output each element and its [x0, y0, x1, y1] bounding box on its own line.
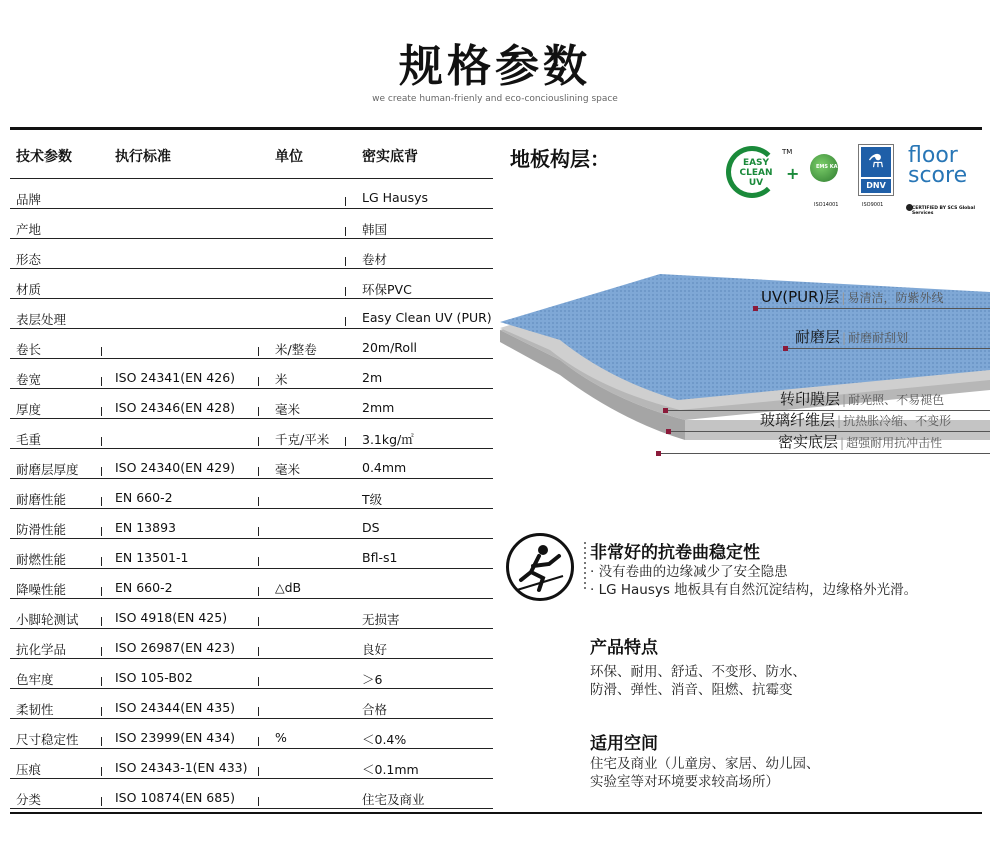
layer-desc: 易清洁，防紫外线 — [847, 291, 944, 305]
column-tick — [345, 287, 346, 296]
layer-label — [795, 326, 908, 347]
cell-param: 材质 — [16, 282, 42, 297]
cell-value: 2m — [362, 370, 383, 385]
dnv-logo — [858, 144, 894, 196]
column-tick — [258, 377, 259, 386]
layer-separator: | — [841, 291, 846, 305]
cell-standard: ISO 24340(EN 429) — [115, 460, 236, 475]
table-row — [10, 269, 493, 299]
column-tick — [258, 737, 259, 746]
table-row — [10, 779, 493, 809]
layer-separator: | — [842, 331, 847, 345]
column-tick — [101, 707, 102, 716]
cell-value: ＜0.1mm — [362, 762, 419, 777]
layer-label — [778, 431, 942, 452]
cell-value: 韩国 — [362, 222, 388, 237]
layer-leader-line — [785, 348, 990, 349]
cell-value: ＞6 — [362, 672, 383, 687]
table-row — [10, 539, 493, 569]
cell-value: 合格 — [362, 702, 388, 717]
dotted-divider — [584, 542, 586, 592]
cell-value: 2mm — [362, 400, 395, 415]
cell-unit: 米/整卷 — [275, 342, 317, 357]
table-row — [10, 209, 493, 239]
cell-param: 小脚轮测试 — [16, 612, 79, 627]
header-param: 技术参数 — [16, 149, 72, 165]
cell-value: 卷材 — [362, 252, 388, 267]
layers-title: 地板构层： — [510, 147, 610, 171]
cell-value: 3.1kg/㎡ — [362, 432, 414, 447]
table-row — [10, 659, 493, 689]
layer-label — [760, 409, 951, 430]
layer-name: 密实底层 — [778, 433, 839, 451]
layer-label — [761, 286, 943, 307]
column-tick — [101, 587, 102, 596]
layer-name: 转印膜层 — [780, 390, 841, 408]
cell-standard: ISO 24344(EN 435) — [115, 700, 236, 715]
layer-marker — [656, 451, 661, 456]
cell-unit: 米 — [275, 372, 288, 387]
layer-desc: 耐光照、不易褪色 — [848, 393, 945, 407]
cell-standard: ISO 10874(EN 685) — [115, 790, 236, 805]
table-row — [10, 629, 493, 659]
table-row — [10, 569, 493, 599]
column-tick — [101, 377, 102, 386]
trademark-mark: TM — [782, 148, 793, 156]
cell-param: 表层处理 — [16, 312, 67, 327]
cell-param: 卷长 — [16, 342, 42, 357]
cell-value: Bfl-s1 — [362, 550, 398, 565]
table-row — [10, 389, 493, 419]
page-subtitle: we create human-frienly and eco-conciouslining space — [372, 94, 618, 104]
header-value: 密实底背 — [362, 149, 418, 165]
column-tick — [258, 647, 259, 656]
easy-clean-text: EASY CLEAN UV — [739, 158, 773, 188]
cell-param: 尺寸稳定性 — [16, 732, 79, 747]
column-tick — [258, 407, 259, 416]
layer-marker — [753, 306, 758, 311]
cell-param: 耐燃性能 — [16, 552, 67, 567]
layer-desc: 抗热胀冷缩、不变形 — [843, 414, 952, 428]
layer-name: UV(PUR)层 — [761, 288, 840, 306]
cell-value: T级 — [362, 492, 383, 507]
cell-standard: EN 660-2 — [115, 580, 173, 595]
column-tick — [258, 587, 259, 596]
column-tick — [345, 317, 346, 326]
cell-standard: ISO 24341(EN 426) — [115, 370, 236, 385]
column-tick — [101, 767, 102, 776]
layer-separator: | — [842, 393, 847, 407]
cell-param: 毛重 — [16, 432, 42, 447]
iso9001-label: ISO9001 — [862, 202, 884, 208]
slip-hazard-icon — [506, 533, 574, 601]
layer-leader-line — [658, 453, 990, 454]
cell-param: 压痕 — [16, 762, 42, 777]
column-tick — [101, 737, 102, 746]
anti-curl-title: 非常好的抗卷曲稳定性 — [590, 543, 760, 563]
header-standard: 执行标准 — [115, 149, 171, 165]
layer-desc: 超强耐用抗冲击性 — [846, 436, 943, 450]
cell-value: 0.4mm — [362, 460, 407, 475]
cell-standard: ISO 4918(EN 425) — [115, 610, 228, 625]
column-tick — [258, 467, 259, 476]
column-tick — [258, 437, 259, 446]
column-tick — [258, 347, 259, 356]
cell-param: 耐磨性能 — [16, 492, 67, 507]
column-tick — [101, 617, 102, 626]
cell-unit: 千克/平米 — [275, 432, 330, 447]
application-title: 适用空间 — [590, 734, 658, 754]
cell-standard: EN 13893 — [115, 520, 176, 535]
column-tick — [345, 227, 346, 236]
floorscore-logo: floor score — [908, 143, 968, 188]
table-row — [10, 479, 493, 509]
column-tick — [258, 767, 259, 776]
iso14001-label: ISO14001 — [814, 202, 839, 208]
bottom-divider — [10, 812, 982, 814]
cell-standard: EN 660-2 — [115, 490, 173, 505]
cell-standard: ISO 105-B02 — [115, 670, 193, 685]
cell-param: 防滑性能 — [16, 522, 67, 537]
cell-param: 柔韧性 — [16, 702, 54, 717]
column-tick — [101, 797, 102, 806]
cell-value: DS — [362, 520, 380, 535]
cell-standard: ISO 23999(EN 434) — [115, 730, 236, 745]
layer-name: 耐磨层 — [795, 328, 841, 346]
application-line-1: 住宅及商业（儿童房、家居、幼儿园、 — [590, 756, 820, 772]
table-row — [10, 509, 493, 539]
table-row — [10, 719, 493, 749]
spec-table — [10, 130, 493, 809]
column-tick — [101, 347, 102, 356]
column-tick — [101, 467, 102, 476]
column-tick — [101, 407, 102, 416]
cell-value: ＜0.4% — [362, 732, 407, 747]
cell-value: Easy Clean UV (PUR) — [362, 310, 492, 325]
table-row — [10, 449, 493, 479]
cell-param: 耐磨层厚度 — [16, 462, 79, 477]
cell-value: 良好 — [362, 642, 388, 657]
cell-param: 抗化学品 — [16, 642, 67, 657]
table-row — [10, 689, 493, 719]
page-title: 规格参数 — [399, 41, 591, 92]
cell-standard: EN 13501-1 — [115, 550, 189, 565]
product-features-line-1: 环保、耐用、舒适、不变形、防水、 — [590, 664, 806, 680]
column-tick — [258, 707, 259, 716]
layer-leader-line — [755, 308, 990, 309]
cell-value: 20m/Roll — [362, 340, 418, 355]
plus-icon: + — [786, 164, 800, 183]
column-tick — [345, 437, 346, 446]
cell-standard: ISO 26987(EN 423) — [115, 640, 236, 655]
column-tick — [101, 497, 102, 506]
scs-label: CERTIFIED BY SCS Global Services — [912, 206, 976, 216]
cell-unit: △dB — [275, 580, 302, 595]
column-tick — [101, 647, 102, 656]
cell-value: 无损害 — [362, 612, 400, 627]
table-row — [10, 299, 493, 329]
ems-label: EMS KAB — [816, 164, 842, 170]
product-features-line-2: 防滑、弹性、消音、阻燃、抗霉变 — [590, 682, 793, 698]
column-tick — [345, 257, 346, 266]
header-unit: 单位 — [275, 149, 303, 165]
layer-marker — [663, 408, 668, 413]
column-tick — [258, 617, 259, 626]
column-tick — [345, 197, 346, 206]
cell-param: 厚度 — [16, 402, 42, 417]
column-tick — [101, 527, 102, 536]
dnv-figures-icon: ⚗ — [861, 147, 891, 177]
cell-standard: ISO 24346(EN 428) — [115, 400, 236, 415]
table-row — [10, 329, 493, 359]
cell-param: 降噪性能 — [16, 582, 67, 597]
column-tick — [101, 557, 102, 566]
anti-curl-line-2: · LG Hausys 地板具有自然沉淀结构，边缘格外光滑。 — [590, 582, 918, 598]
cell-unit: % — [275, 730, 287, 745]
cell-param: 产地 — [16, 222, 42, 237]
table-row — [10, 359, 493, 389]
layer-label — [780, 388, 944, 409]
cell-param: 色牢度 — [16, 672, 54, 687]
table-row — [10, 239, 493, 269]
layer-marker — [666, 429, 671, 434]
table-row — [10, 599, 493, 629]
cert-logos — [726, 140, 986, 220]
cell-param: 卷宽 — [16, 372, 42, 387]
cell-standard: ISO 24343-1(EN 433) — [115, 760, 248, 775]
layer-marker — [783, 346, 788, 351]
table-row — [10, 749, 493, 779]
column-tick — [101, 677, 102, 686]
application-line-2: 实验室等对环境要求较高场所） — [590, 774, 779, 790]
cell-value: 住宅及商业 — [362, 792, 425, 807]
layer-separator: | — [840, 436, 845, 450]
column-tick — [258, 797, 259, 806]
column-tick — [258, 497, 259, 506]
column-tick — [258, 677, 259, 686]
layer-separator: | — [837, 414, 842, 428]
dnv-label: DNV — [861, 179, 891, 193]
column-tick — [101, 437, 102, 446]
table-row — [10, 419, 493, 449]
column-tick — [258, 527, 259, 536]
cell-unit: 毫米 — [275, 402, 301, 417]
cell-param: 品牌 — [16, 192, 42, 207]
cell-param: 形态 — [16, 252, 42, 267]
table-header — [10, 130, 493, 179]
cell-value: 环保PVC — [362, 282, 412, 297]
cell-value: LG Hausys — [362, 190, 429, 205]
layer-desc: 耐磨耐刮划 — [848, 331, 909, 345]
product-features-title: 产品特点 — [590, 638, 658, 658]
table-row — [10, 179, 493, 209]
cell-param: 分类 — [16, 792, 42, 807]
cell-unit: 毫米 — [275, 462, 301, 477]
anti-curl-line-1: · 没有卷曲的边缘减少了安全隐患 — [590, 564, 788, 580]
layer-name: 玻璃纤维层 — [760, 411, 836, 429]
column-tick — [258, 557, 259, 566]
